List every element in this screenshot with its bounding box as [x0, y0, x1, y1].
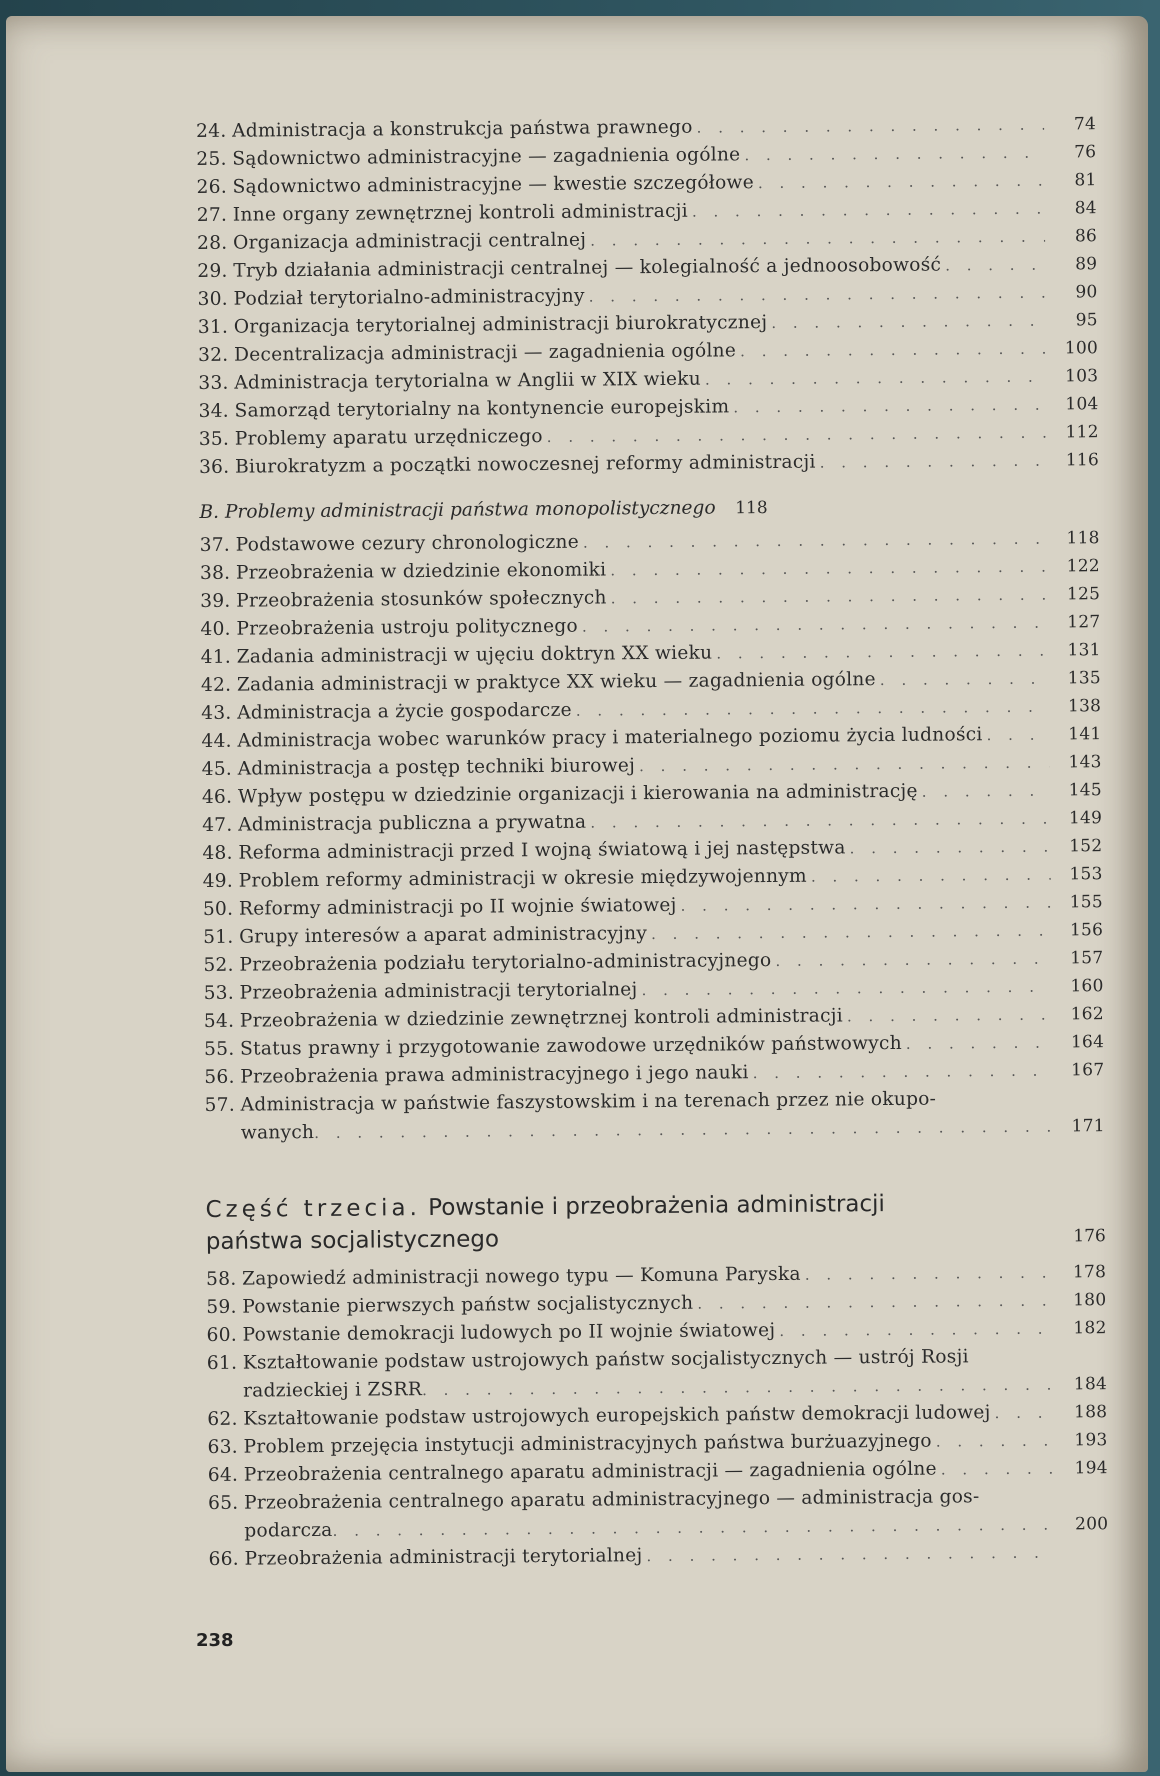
entry-title: Problemy aparatu urzędniczego	[234, 425, 543, 450]
entry-title: Administracja a konstrukcja państwa prawnego	[232, 116, 693, 142]
leader-dots	[986, 721, 1049, 750]
entry-number: 52.	[203, 954, 234, 976]
entry-number: 47.	[202, 814, 233, 836]
entry-page: 116	[1065, 450, 1100, 471]
leader-dots	[995, 1399, 1056, 1428]
entry-title: Przeobrażenia administracji terytorialnej	[239, 979, 638, 1004]
entry-title: Samorząd terytorialny na kontynencie europejskim	[234, 396, 730, 422]
entry-title: Sądownictwo administracyjne — kwestie szczegółowe	[232, 172, 755, 198]
leader-dots	[936, 1427, 1056, 1456]
entry-page: 152	[1069, 836, 1103, 857]
entry-title: Przeobrażenia w dziedzinie ekonomiki	[235, 559, 607, 584]
entry-number: 27.	[196, 204, 228, 226]
entry-title: Problem przejęcia instytucji administracyjnych państwa burżuazyjnego	[243, 1430, 932, 1458]
leader-dots	[314, 1113, 1053, 1147]
entry-page: 153	[1069, 864, 1103, 885]
entry-page: 125	[1066, 584, 1101, 605]
leader-dots	[941, 1455, 1056, 1484]
entry-page: 184	[1073, 1374, 1108, 1395]
entry-title: Przeobrażenia stosunków społecznych	[236, 587, 607, 612]
entry-page: 162	[1070, 1004, 1104, 1025]
entry-title: Kształtowanie podstaw ustrojowych europejskich państw demokracji ludowej	[243, 1402, 991, 1430]
entry-title: Podstawowe cezury chronologiczne	[235, 531, 580, 556]
entry-page: 180	[1073, 1290, 1107, 1311]
entry-title: Przeobrażenia podziału terytorialno-administracyjnego	[239, 950, 772, 976]
leader-dots	[680, 889, 1051, 920]
entry-number: 25.	[196, 148, 227, 170]
leader-dots	[779, 1315, 1055, 1345]
entry-page: 193	[1074, 1430, 1108, 1451]
entry-number: 65.	[207, 1492, 239, 1514]
entry-page: 103	[1064, 366, 1099, 387]
toc-section-b	[200, 524, 1105, 1092]
entry-title: Przeobrażenia ustroju politycznego	[236, 615, 579, 640]
entry-page: 145	[1068, 780, 1102, 801]
entry-title: Grupy interesów a aparat administracyjny	[239, 923, 648, 948]
entry-title: Przeobrażenia w dziedzinie zewnętrznej kontroli administracji	[239, 1005, 844, 1032]
toc-section-a	[196, 110, 1099, 482]
entry-page: 149	[1068, 808, 1103, 829]
leader-dots	[716, 637, 1049, 668]
entry-number: 35.	[198, 428, 230, 450]
leader-dots	[692, 195, 1045, 226]
entry-number: 29.	[197, 260, 228, 282]
entry-title: Status prawny i przygotowanie zawodowe urzędników państwowych	[240, 1032, 902, 1060]
entry-page: 182	[1073, 1318, 1107, 1339]
entry-number: 48.	[202, 842, 233, 864]
entry-number: 53.	[203, 982, 235, 1004]
leader-dots	[696, 111, 1044, 142]
entry-number: 61.	[206, 1352, 238, 1374]
leader-dots	[639, 749, 1050, 781]
entry-title-continued: podarcza	[244, 1519, 333, 1542]
leader-dots	[589, 279, 1046, 311]
leader-dots	[758, 167, 1045, 198]
entry-page: 118	[1066, 528, 1100, 549]
leader-dots	[744, 139, 1044, 170]
entry-title-continued: radzieckiej i ZSRR	[243, 1379, 423, 1402]
entry-title: Administracja wobec warunków pracy i materialnego poziomu życia ludności	[237, 724, 983, 752]
leader-dots	[771, 307, 1046, 337]
entry-number: 33.	[198, 372, 229, 394]
section-b-page: 118	[735, 498, 768, 519]
leader-dots	[880, 665, 1049, 694]
entry-number: 58.	[206, 1268, 237, 1290]
entry-page: 127	[1067, 612, 1101, 633]
part-heading	[205, 1186, 1106, 1260]
part-lead: Część trzecia.	[205, 1195, 422, 1223]
entry-number: 63.	[207, 1436, 239, 1458]
leader-dots	[945, 251, 1045, 280]
leader-dots	[740, 335, 1046, 366]
part-title-continued: państwa socjalistycznego	[205, 1226, 500, 1255]
entry-page: 188	[1074, 1402, 1108, 1423]
leader-dots	[705, 363, 1047, 394]
leader-dots	[590, 805, 1050, 837]
entry-number: 24.	[196, 120, 227, 142]
entry-title-continued: wanych	[240, 1122, 315, 1144]
entry-number: 28.	[197, 232, 228, 254]
entry-number: 32.	[197, 344, 229, 366]
leader-dots	[850, 833, 1051, 863]
entry-title: Reformy administracji po II wojnie światowej	[238, 894, 677, 920]
entry-page: 104	[1065, 394, 1099, 415]
entry-title: Administracja publiczna a prywatna	[238, 811, 587, 836]
entry-number: 55.	[204, 1038, 235, 1060]
section-heading-b	[199, 488, 1099, 530]
entry-number: 39.	[200, 590, 231, 612]
section-b-title: B. Problemy administracji państwa monopolistycznego	[199, 497, 716, 523]
leader-dots	[646, 1539, 1056, 1571]
entry-number: 66.	[208, 1548, 239, 1570]
leader-dots	[820, 447, 1048, 477]
toc-entry	[204, 1084, 1104, 1148]
entry-number: 60.	[206, 1324, 238, 1346]
entry-title: Organizacja terytorialnej administracji biurokratycznej	[233, 312, 768, 338]
entry-number: 40.	[200, 618, 231, 640]
leader-dots	[805, 1259, 1055, 1289]
entry-page: 160	[1070, 976, 1104, 997]
leader-dots	[733, 391, 1046, 422]
leader-dots	[775, 945, 1051, 975]
toc-section-c-continued	[207, 1398, 1108, 1490]
entry-page: 122	[1066, 556, 1101, 577]
part-title: Powstanie i przeobrażenia administracji	[428, 1191, 885, 1222]
entry-page: 131	[1067, 640, 1101, 661]
entry-title: Przeobrażenia centralnego aparatu administracyjnego — administracja gos-	[243, 1486, 980, 1514]
leader-dots	[582, 609, 1049, 641]
entry-page: 89	[1075, 254, 1098, 275]
entry-number: 45.	[201, 758, 233, 780]
entry-number: 44.	[201, 730, 232, 752]
leader-dots	[641, 973, 1051, 1005]
entry-page: 100	[1064, 338, 1099, 359]
entry-page: 157	[1070, 948, 1104, 969]
entry-title: Sądownictwo administracyjne — zagadnienia ogólne	[232, 144, 741, 170]
entry-page: 135	[1067, 668, 1102, 689]
entry-number: 38.	[199, 562, 231, 584]
toc-section-c	[206, 1258, 1107, 1350]
entry-number: 54.	[203, 1010, 235, 1032]
entry-title: Powstanie pierwszych państw socjalistycznych	[242, 1292, 694, 1318]
entry-title: Zapowiedź administracji nowego typu — Komuna Paryska	[242, 1263, 801, 1290]
entry-number: 31.	[197, 316, 229, 338]
entry-page: 155	[1069, 892, 1103, 913]
entry-page: 95	[1075, 310, 1098, 331]
leader-dots	[847, 1001, 1052, 1031]
entry-number: 62.	[207, 1408, 238, 1430]
leader-dots	[422, 1371, 1055, 1405]
leader-dots	[651, 917, 1051, 948]
entry-number: 30.	[197, 288, 229, 310]
entry-number: 64.	[207, 1464, 239, 1486]
entry-number: 26.	[196, 176, 228, 198]
entry-title: Decentralizacja administracji — zagadnienia ogólne	[233, 340, 737, 366]
entry-number: 49.	[202, 870, 234, 892]
entry-number: 43.	[201, 702, 232, 724]
leader-dots	[906, 1029, 1052, 1058]
entry-number: 42.	[200, 674, 232, 696]
entry-page: 90	[1075, 282, 1098, 303]
entry-page: 156	[1069, 920, 1104, 941]
toc-entry	[208, 1482, 1108, 1546]
entry-number: 34.	[198, 400, 229, 422]
leader-dots	[697, 1287, 1054, 1318]
entry-title: Administracja a życie gospodarcze	[237, 699, 572, 724]
entry-number: 51.	[203, 926, 234, 948]
entry-page: 167	[1071, 1060, 1105, 1081]
leader-dots	[590, 223, 1045, 255]
entry-page: 81	[1074, 170, 1097, 191]
entry-title: Kształtowanie podstaw ustrojowych państw socjalistycznych — ustrój Rosji	[242, 1346, 969, 1374]
leader-dots	[547, 419, 1047, 451]
entry-title: Zadania administracji w praktyce XX wieku — zagadnienia ogólne	[236, 669, 876, 696]
entry-title: Administracja a postęp techniki biurowej	[237, 755, 636, 780]
entry-number: 37.	[199, 534, 231, 556]
entry-title: Przeobrażenia administracji terytorialnej	[244, 1545, 643, 1570]
entry-title: Inne organy zewnętrznej kontroli administracji	[232, 200, 689, 226]
entry-title: Przeobrażenia prawa administracyjnego i jego nauki	[240, 1062, 749, 1088]
table-of-contents	[196, 110, 1109, 1574]
leader-dots	[576, 693, 1050, 725]
entry-title: Problem reformy administracji w okresie międzywojennym	[238, 865, 807, 892]
entry-title: Podział terytorialno-administracyjny	[233, 285, 585, 310]
entry-number: 50.	[202, 898, 234, 920]
leader-dots	[610, 553, 1048, 585]
entry-number: 36.	[198, 456, 230, 478]
entry-page: 143	[1068, 752, 1102, 773]
entry-page: 76	[1074, 142, 1097, 163]
entry-page: 86	[1074, 226, 1098, 247]
entry-title: Wpływ postępu w dziedzinie organizacji i kierowania na administrację	[237, 780, 918, 808]
entry-title: Organizacja administracji centralnej	[233, 229, 587, 254]
entry-title: Administracja w państwie faszystowskim i na terenach przez nie okupo-	[240, 1088, 937, 1116]
entry-page: 200	[1075, 1514, 1109, 1535]
entry-page: 112	[1065, 422, 1099, 443]
entry-number: 57.	[204, 1094, 236, 1116]
part-page: 176	[1073, 1226, 1106, 1247]
entry-title: Zadania administracji w ujęciu doktryn XX wieku	[236, 642, 713, 668]
entry-page: 74	[1073, 114, 1097, 135]
entry-page: 164	[1070, 1032, 1105, 1053]
entry-title: Tryb działania administracji centralnej — kolegialność a jednoosobowość	[233, 254, 942, 282]
entry-page: 194	[1074, 1458, 1108, 1479]
entry-title: Reforma administracji przed I wojną światową i jej następstwa	[238, 837, 846, 864]
entry-page: 171	[1071, 1116, 1105, 1137]
entry-title: Administracja terytorialna w Anglii w XIX wieku	[234, 368, 702, 394]
entry-title: Przeobrażenia centralnego aparatu administracji — zagadnienia ogólne	[243, 1458, 937, 1486]
entry-title: Biurokratyzm a początki nowoczesnej reformy administracji	[234, 451, 816, 478]
entry-number: 41.	[200, 646, 232, 668]
leader-dots	[753, 1057, 1053, 1088]
entry-page: 141	[1068, 724, 1102, 745]
entry-number: 59.	[206, 1296, 237, 1318]
entry-number: 46.	[201, 786, 233, 808]
entry-page: 84	[1074, 198, 1097, 219]
page-number: 238	[196, 1630, 234, 1651]
toc-entry	[207, 1342, 1107, 1406]
entry-page: 178	[1072, 1262, 1107, 1283]
leader-dots	[583, 525, 1048, 557]
entry-page: 138	[1067, 696, 1102, 717]
leader-dots	[811, 861, 1051, 891]
entry-number: 56.	[204, 1066, 235, 1088]
leader-dots	[611, 581, 1049, 613]
entry-title: Powstanie demokracji ludowych po II wojnie światowej	[242, 1319, 776, 1346]
leader-dots	[922, 777, 1050, 806]
